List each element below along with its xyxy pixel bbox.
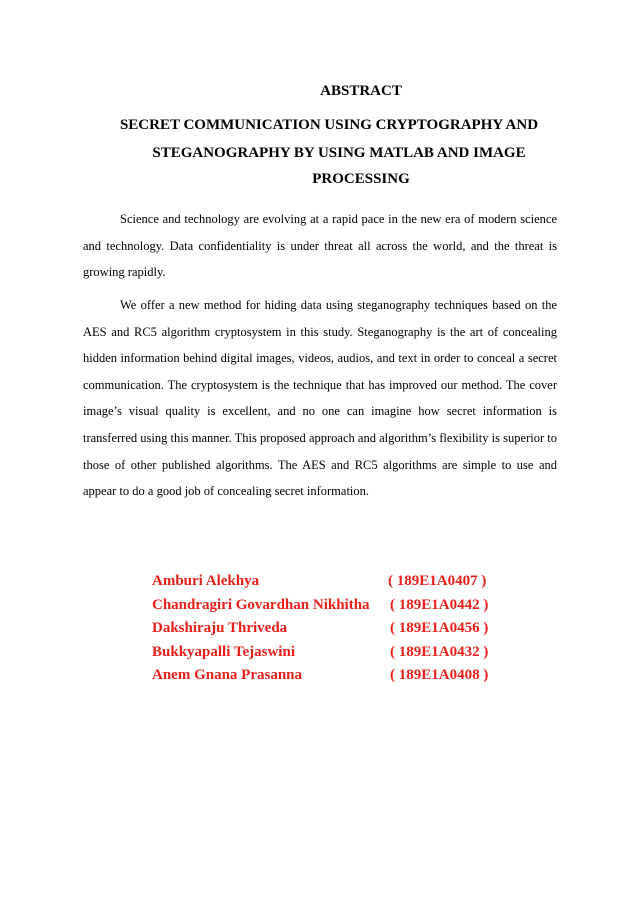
author-id: ( 189E1A0407 ) xyxy=(388,573,487,589)
author-row xyxy=(152,641,512,665)
author-row xyxy=(152,664,512,688)
author-name: Anem Gnana Prasanna xyxy=(152,667,303,683)
author-name: Dakshiraju Thriveda xyxy=(152,620,288,636)
title-line-3: PROCESSING xyxy=(312,171,410,187)
author-id: ( 189E1A0408 ) xyxy=(390,667,489,683)
title-line-2: STEGANOGRAPHY BY USING MATLAB AND IMAGE xyxy=(152,145,526,161)
title-line-1: SECRET COMMUNICATION USING CRYPTOGRAPHY AND xyxy=(119,117,539,133)
abstract-paragraph-2: We offer a new method for hiding data using steganography techniques based on the AES and RC5 algorithm cryptosystem in this study. Steganography is the art of concealing hidden information behind digital images, videos, audios, and text in order to conceal a secret communication. The cryptosystem is the technique that has improved our method. The cover image’s visual quality is excellent, and no one can imagine how secret information is transferred using this manner. This proposed approach and algorithm’s flexibility is superior to those of other published algorithms. The AES and RC5 algorithms are simple to use and appear to do a good job of concealing secret information. xyxy=(83,298,557,499)
author-name: Chandragiri Govardhan Nikhitha xyxy=(152,596,370,613)
author-row xyxy=(152,594,512,618)
author-list xyxy=(152,570,512,688)
abstract-heading: ABSTRACT xyxy=(320,83,402,99)
author-id: ( 189E1A0432 ) xyxy=(390,643,489,660)
abstract-paragraph-1: Science and technology are evolving at a rapid pace in the new era of modern science and technology. Data confidentiality is under threat all across the world, and the threat is growing rapidly. xyxy=(83,212,557,280)
author-name: Amburi Alekhya xyxy=(152,573,260,589)
author-row xyxy=(152,570,512,594)
author-id: ( 189E1A0456 ) xyxy=(390,620,489,636)
author-id: ( 189E1A0442 ) xyxy=(390,596,489,613)
author-name: Bukkyapalli Tejaswini xyxy=(152,643,295,660)
author-row xyxy=(152,617,512,641)
